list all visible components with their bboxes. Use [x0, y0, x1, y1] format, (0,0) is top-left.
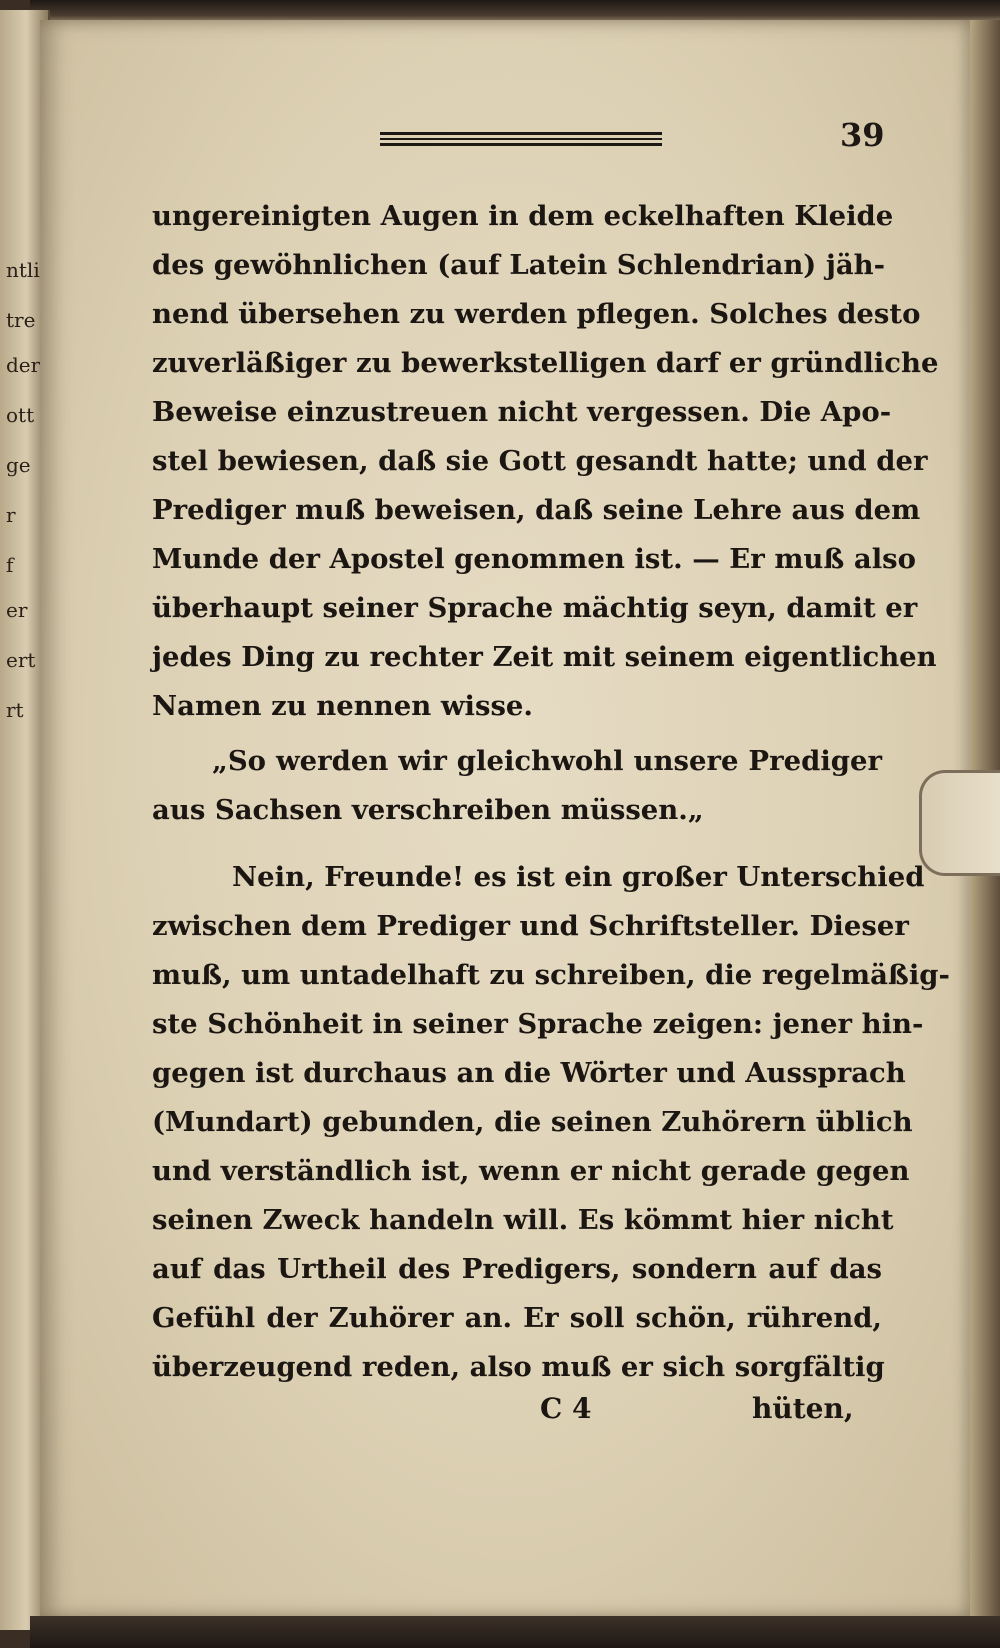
- text-line: überhaupt seiner Sprache mächtig seyn, damit er: [152, 592, 918, 624]
- paragraph-2-quote: [152, 737, 882, 835]
- text-line: „So werden wir gleichwohl unsere Prediger: [212, 745, 882, 777]
- margin-fragment: ert: [6, 648, 36, 672]
- text-line: jedes Ding zu rechter Zeit mit seinem eigentlichen: [152, 641, 937, 673]
- header-rule: [380, 132, 662, 146]
- margin-fragment: ott: [6, 403, 35, 427]
- signature-mark: C 4: [540, 1392, 592, 1425]
- margin-fragment: ntli: [6, 258, 40, 282]
- margin-fragment: tre: [6, 308, 36, 332]
- text-line: seinen Zweck handeln will. Es kömmt hier nicht: [152, 1204, 894, 1236]
- book-page: [40, 20, 970, 1618]
- text-line: aus Sachsen verschreiben müssen.„: [152, 794, 704, 826]
- text-line: Namen zu nennen wisse.: [152, 690, 533, 722]
- margin-fragment: der: [6, 353, 41, 377]
- catchword: hüten,: [752, 1392, 854, 1425]
- text-line: Prediger muß beweisen, daß seine Lehre aus dem: [152, 494, 921, 526]
- margin-fragment: f: [6, 553, 14, 577]
- text-line: gegen ist durchaus an die Wörter und Aussprach: [152, 1057, 906, 1089]
- book-top-edge: [30, 0, 1000, 22]
- text-line: Beweise einzustreuen nicht vergessen. Die Apo-: [152, 396, 892, 428]
- paragraph-3: [152, 853, 950, 1392]
- text-line: ungereinigten Augen in dem eckelhaften Kleide: [152, 200, 894, 232]
- page-clip: [919, 770, 1000, 876]
- text-line: Munde der Apostel genommen ist. — Er muß also: [152, 543, 916, 575]
- margin-fragment: r: [6, 503, 16, 527]
- margin-fragment: rt: [6, 698, 24, 722]
- text-line: zwischen dem Prediger und Schriftsteller. Dieser: [152, 910, 909, 942]
- text-line: ste Schönheit in seiner Sprache zeigen: jener hin-: [152, 1008, 924, 1040]
- paragraph-1: [152, 192, 939, 731]
- text-line: stel bewiesen, daß sie Gott gesandt hatte; und der: [152, 445, 928, 477]
- text-line: und verständlich ist, wenn er nicht gerade gegen: [152, 1155, 910, 1187]
- text-line: des gewöhnlichen (auf Latein Schlendrian) jäh-: [152, 249, 886, 281]
- text-line: auf das Urtheil des Predigers, sondern auf das: [152, 1253, 882, 1285]
- margin-fragment: ge: [6, 453, 31, 477]
- margin-fragment: er: [6, 598, 28, 622]
- book-bottom-edge: [30, 1616, 1000, 1648]
- text-line: muß, um untadelhaft zu schreiben, die regelmäßig-: [152, 959, 950, 991]
- page-number: 39: [840, 116, 885, 154]
- text-line: Nein, Freunde! es ist ein großer Unterschied: [232, 861, 925, 893]
- text-line: überzeugend reden, also muß er sich sorgfältig: [152, 1351, 885, 1383]
- text-line: Gefühl der Zuhörer an. Er soll schön, rührend,: [152, 1302, 882, 1334]
- text-line: (Mundart) gebunden, die seinen Zuhörern üblich: [152, 1106, 913, 1138]
- text-line: nend übersehen zu werden pflegen. Solches desto: [152, 298, 921, 330]
- text-line: zuverläßiger zu bewerkstelligen darf er gründliche: [152, 347, 939, 379]
